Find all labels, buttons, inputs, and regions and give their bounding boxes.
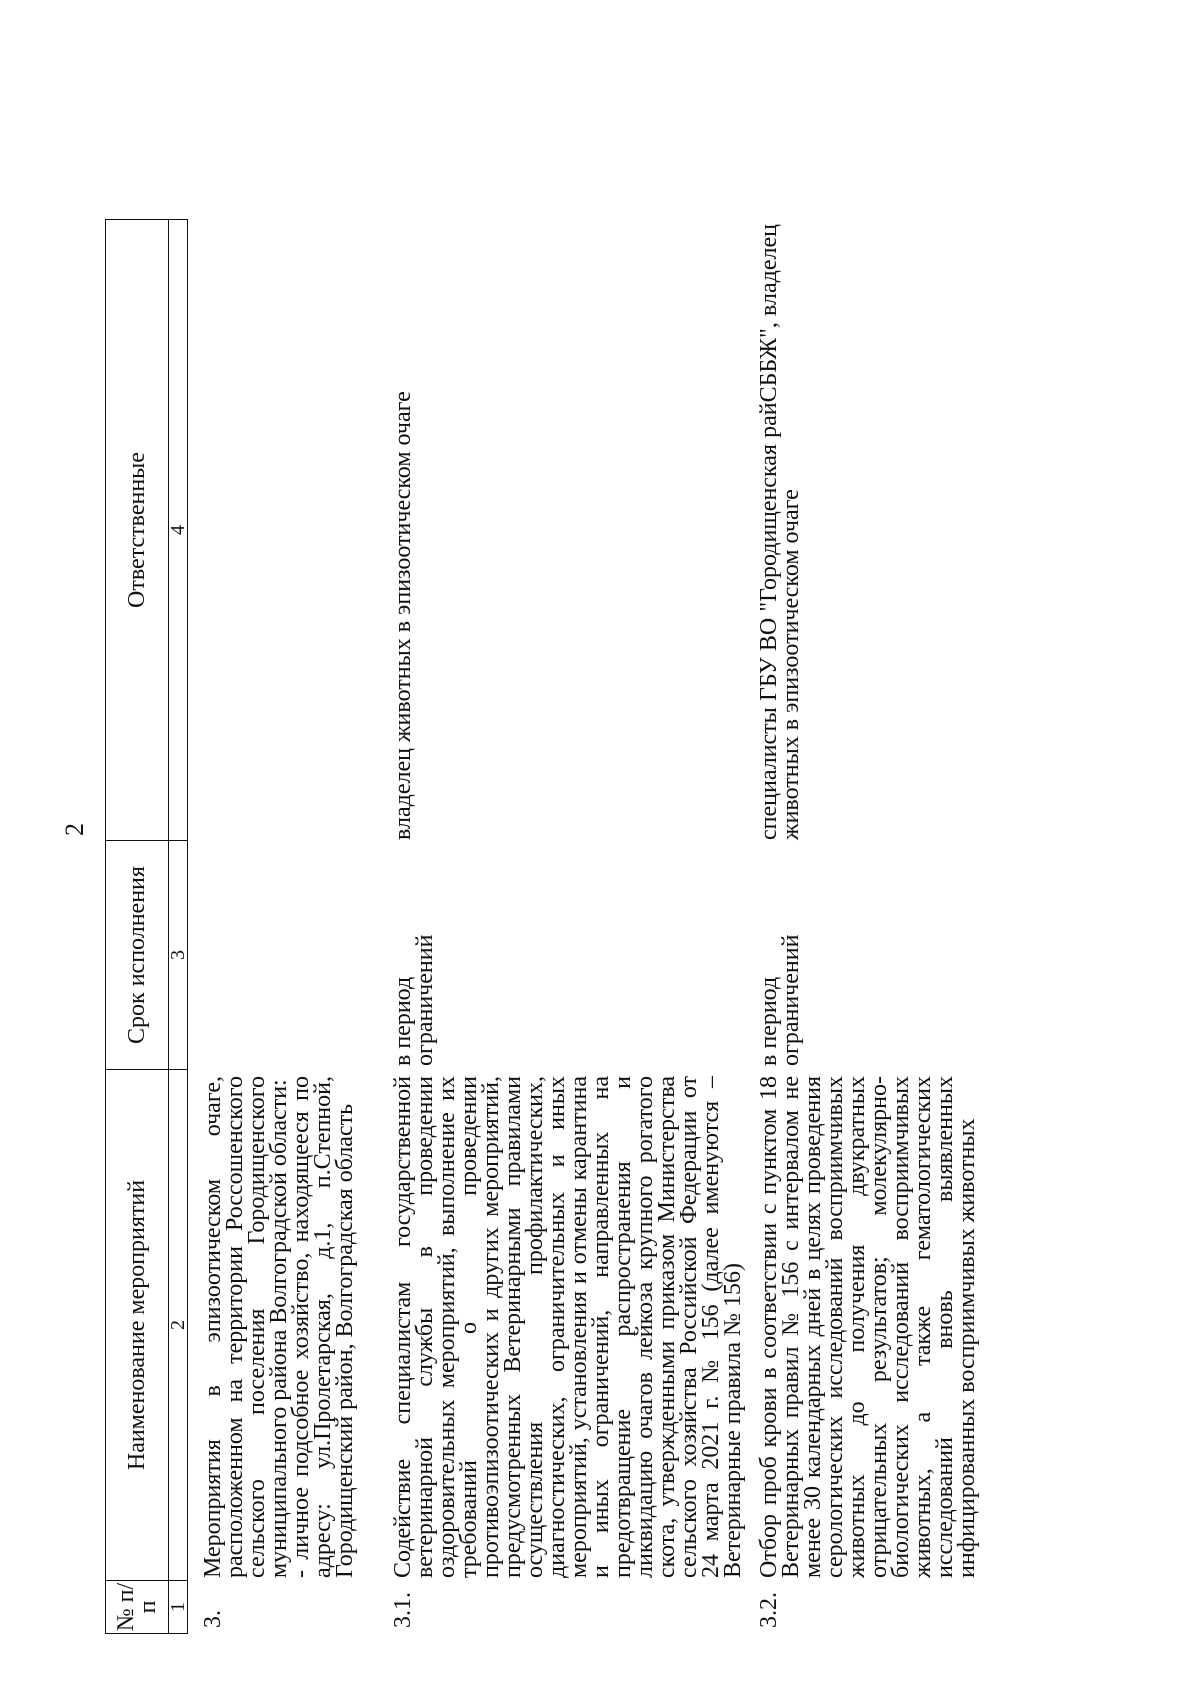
row-responsible: владелец животных в эпизоотическом очаге (390, 391, 416, 840)
page-number: 2 (60, 823, 89, 836)
row-activity (758, 1072, 978, 1582)
row-term: в период ограничений (390, 934, 438, 1066)
column-number: 4 (169, 220, 188, 841)
row-number: 3. (200, 1610, 226, 1628)
row-term: в период ограничений (756, 934, 804, 1066)
column-number: 1 (169, 1581, 188, 1634)
row-number: 3.2. (756, 1592, 782, 1628)
row-activity (202, 1072, 356, 1582)
column-number: 3 (169, 841, 188, 1070)
activity-text: Мероприятия в эпизоотическом очаге, расположенном на территории Россошенского сельского поселения Городищенского муниципального района Волгоградской области: (200, 1076, 292, 1578)
table-header (105, 219, 188, 1634)
column-number: 2 (169, 1070, 188, 1581)
activity-text: Содействие специалистам государственной ветеринарной службы в проведении оздоровительных мероприятий, выполнение их требований о проведении противоэпизоотических и других мероприятий, предусмотренных Ветеринарными правилами осуществления профилактических, диагностических, ограничительных и иных мероприятий, установления и отмены карантина и иных ограничений, направленных на предотвращение распространения и ликвидацию очагов лейкоза крупного рогатого скота, утвержденными приказом Министерства сельского хозяйства Российской Федерации от 24 марта 2021 г. № 156 (далее именуются – Ветеринарные правила № 156) (390, 1076, 746, 1578)
header-responsible: Ответственные (106, 220, 169, 841)
header-term: Срок исполнения (106, 841, 169, 1070)
row-number: 3.1. (390, 1592, 416, 1628)
row-activity (392, 1072, 744, 1582)
header-name: Наименование мероприятий (106, 1070, 169, 1581)
table-row (758, 224, 978, 1634)
activity-text: Отбор проб крови в соответствии с пунктом 18 Ветеринарных правил № 156 с интервалом не менее 30 календарных дней в целях проведения серологических исследований восприимчивых животных до получения двукратных отрицательных результатов; молекулярно-биологических исследований восприимчивых животных, а также гематологических исследований вновь выявленных инфицированных восприимчивых животных (756, 1076, 980, 1578)
header-num: № п/п (106, 1581, 169, 1634)
row-responsible: специалисты ГБУ ВО "Городищенская райСББЖ", владелец животных в эпизоотическом очаге (756, 224, 804, 840)
table-row (392, 224, 744, 1634)
table-row (202, 224, 356, 1634)
activity-address: - личное подсобное хозяйство, находящееся по адресу: ул.Пролетарская, д.1, п.Степной, Городищенский район, Волгоградская область (288, 1076, 358, 1578)
